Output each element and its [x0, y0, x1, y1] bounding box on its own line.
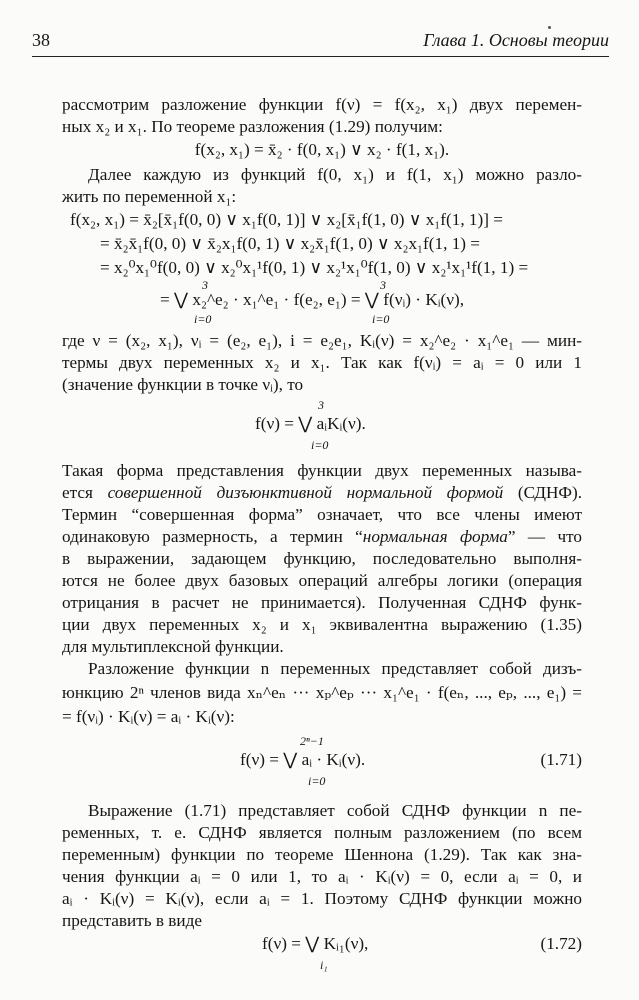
text-line: ных x₂ и x₁. По теореме разложения (1.29) получим: [62, 117, 443, 136]
text-line: (значение функции в точке νᵢ), то [62, 375, 304, 394]
text-line: = f(νᵢ) · Kᵢ(ν) = aᵢ · Kᵢ(ν): [62, 707, 235, 726]
running-header [32, 30, 609, 54]
equation-number: (1.72) [540, 934, 582, 953]
limit-lower: i=0 [311, 438, 329, 452]
text-line: ется совершенной дизъюнктивной нормальной формой (СДНФ). [62, 483, 582, 502]
page-number: 38 [32, 30, 50, 50]
equation: f(ν) = ⋁ aᵢ · Kᵢ(ν). [240, 750, 366, 769]
text-line: ременных, т. е. СДНФ является полным разложением (по всем [62, 823, 582, 842]
text-line: Разложение функции n переменных представляет собой дизъ- [88, 659, 582, 678]
text-line: в выражении, задающем функцию, последовательно выполня- [62, 549, 582, 568]
limit-upper: 2ⁿ−1 [300, 734, 324, 748]
text-line: ции двух переменных x₂ и x₁ эквивалентна выражению (1.35) [62, 615, 582, 634]
term-italic: совершенной дизъюнктивной нормальной формой [107, 483, 504, 502]
text-line: где ν = (x₂, x₁), νᵢ = (e₂, e₁), i = e₂e₁, Kᵢ(ν) = x₂^e₂ · x₁^e₁ — мин- [62, 331, 582, 350]
chapter-title: Глава 1. Основы теории [423, 30, 609, 50]
limit-lower: i₁ [320, 958, 328, 972]
equation: f(x₂, x₁) = x̄₂ · f(0, x₁) ∨ x₂ · f(1, x₁). [194, 140, 450, 159]
text-line: рассмотрим разложение функции f(ν) = f(x₂, x₁) двух перемен- [62, 95, 582, 114]
limit-upper: 3 [380, 278, 386, 292]
limit-lower: i=0 [194, 312, 212, 326]
text-line: переменным) функции по теореме Шеннона (1.29). Так как зна- [62, 845, 582, 864]
equation-line: = x₂⁰x₁⁰f(0, 0) ∨ x₂⁰x₁¹f(0, 1) ∨ x₂¹x₁⁰f(1, 0) ∨ x₂¹x₁¹f(1, 1) = [100, 258, 529, 277]
text-line: одинаковую размерность, а термин “нормальная форма” — что [62, 527, 583, 546]
equation: f(ν) = ⋁ Kᵢ₁(ν), [262, 934, 369, 953]
text-line: юнкцию 2ⁿ членов вида xₙ^eₙ ··· xₚ^eₚ ··· x₁^e₁ · f(eₙ, ..., eₚ, ..., e₁) = [62, 683, 582, 702]
limit-lower: i=0 [372, 312, 390, 326]
text-line: ются не более двух базовых операций алгебры логики (операция [62, 571, 582, 590]
equation-line: f(x₂, x₁) = x̄₂[x̄₁f(0, 0) ∨ x₁f(0, 1)] ∨ x₂[x̄₁f(1, 0) ∨ x₁f(1, 1)] = [70, 210, 503, 229]
text-line: отрицания в расчет не принимается). Полученная СДНФ функ- [62, 593, 582, 612]
scan-speck [548, 26, 551, 29]
equation-number: (1.71) [540, 750, 582, 769]
text-line: Термин “совершенная форма” означает, что все члены имеют [62, 505, 582, 524]
text-line: Выражение (1.71) представляет собой СДНФ функции n пе- [88, 801, 582, 820]
text-line: термы двух переменных x₂ и x₁. Так как f(νᵢ) = aᵢ = 0 или 1 [62, 353, 582, 372]
limit-upper: 3 [318, 398, 324, 412]
equation-line: = ⋁ x₂^e₂ · x₁^e₁ · f(e₂, e₁) = ⋁ f(νᵢ) · Kᵢ(ν), [160, 290, 465, 309]
limit-upper: 3 [202, 278, 208, 292]
limit-lower: i=0 [308, 774, 326, 788]
text-line: Далее каждую из функций f(0, x₁) и f(1, x₁) можно разло- [88, 165, 582, 184]
term-italic: нормальная форма [362, 527, 508, 546]
text-line: жить по переменной x₁: [62, 187, 237, 206]
text-line: представить в виде [62, 911, 202, 930]
text-line: чения функции aᵢ = 0 или 1, то aᵢ · Kᵢ(ν) = 0, если aᵢ = 0, и [62, 867, 582, 886]
header-rule [32, 56, 609, 57]
text-line: aᵢ · Kᵢ(ν) = Kᵢ(ν), если aᵢ = 1. Поэтому СДНФ функции можно [62, 889, 582, 908]
equation-line: = x̄₂x̄₁f(0, 0) ∨ x̄₂x₁f(0, 1) ∨ x₂x̄₁f(1, 0) ∨ x₂x₁f(1, 1) = [100, 234, 480, 253]
text-line: для мультиплексной функции. [62, 637, 284, 656]
text-line: Такая форма представления функции двух переменных называ- [62, 461, 582, 480]
equation: f(ν) = ⋁ aᵢKᵢ(ν). [255, 414, 366, 433]
